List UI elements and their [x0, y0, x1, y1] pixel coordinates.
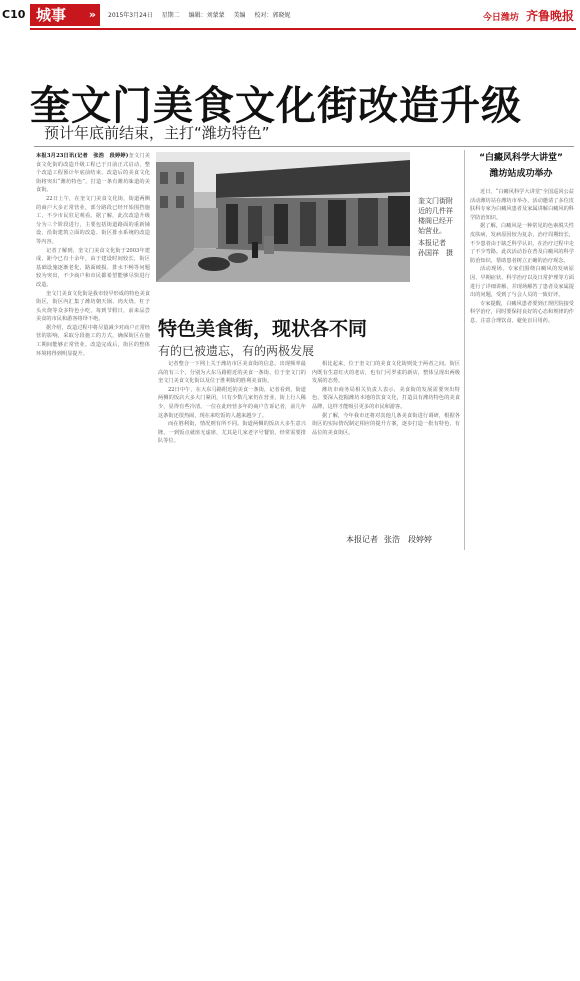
- section-label: [30, 4, 100, 26]
- article-paragraph: 据了解，今年我市还将对其他几条美食街进行调研，根据各街区的实际情况制定相应的提升方案，逐步打造一批有特色、有品位的美食街区。: [312, 412, 460, 436]
- sidebar-paragraph: 据了解，白癜风是一种常见的色素脱失性皮肤病，发病原因较为复杂，治疗周期较长，不少患者由于缺乏科学认识，在治疗过程中走了不少弯路。此次活动旨在普及白癜风的科学防治知识，帮助患者树立正确的治疗观念。: [470, 223, 574, 264]
- sidebar-title-line-1: “白癜风科学大讲堂”: [479, 153, 563, 163]
- article-byline: [340, 534, 432, 545]
- article-paragraph: 记者了解到，奎文门美食文化街于2003年建成，距今已有十余年，由于建设时间较长，街区基础设施逐渐老化，路面破损、排水不畅等问题较为突出，不少商户和市民都希望能够尽快进行改造。: [36, 247, 150, 288]
- designer-credit: 美编: [233, 12, 246, 19]
- page-number: C10: [2, 8, 26, 21]
- header-rule: [30, 28, 576, 30]
- sidebar-divider: [464, 150, 465, 550]
- sidebar-title-line-2: 潍坊站成功举办: [489, 169, 553, 179]
- section-subheading: 有的已被遗忘，有的两极发展: [158, 344, 315, 358]
- article-paragraph: 潍坊市商务局相关负责人表示，美食街的发展需要突出特色，要深入挖掘潍坊本地的饮食文化，打造具有潍坊特色的美食品牌，这样才能吸引更多的市民和游客。: [312, 386, 460, 410]
- byline-names: 张浩 段婷婷: [384, 535, 432, 544]
- section-heading: 特色美食街，现状各不同: [158, 318, 368, 340]
- issue-weekday: 星期二: [161, 12, 180, 19]
- issue-meta: [108, 10, 297, 19]
- sidebar-paragraph: 活动现场，专家们围绕白癜风的发病原因、早期症状、科学治疗以及日常护理等方面进行了详细讲解，并现场解答了患者及家属提出的问题，受到了与会人员的一致好评。: [470, 266, 574, 299]
- proofreader-credit: 校对：郭晓妮: [254, 12, 291, 19]
- page-header: [0, 0, 580, 30]
- article-paragraph: 22日中午，在大东马路附近的美食一条街，记者看到，街道两侧的饭店大多大门紧闭，只有少数几家仍在营业，街上行人稀少，显得有些冷清。一位在此经营多年的商户告诉记者，前几年这条街还很热闹，现在来吃饭的人越来越少了。: [158, 386, 306, 419]
- lead-reporter: (记者 张浩 段婷婷): [74, 153, 129, 159]
- byline-label: 本报记者: [346, 535, 378, 544]
- article-paragraph: 而在胜利街，情况则有所不同。街道两侧的饭店大多生意兴隆，一到饭点就座无虚席，尤其是几家老字号餐馆，经常需要排队等位。: [158, 421, 306, 445]
- article-lead: [36, 152, 150, 195]
- photo-credit: 本报记者 孙国祥 摄: [418, 239, 453, 257]
- subheadline: 预计年底前结束，主打“潍坊特色”: [44, 124, 270, 142]
- article-paragraph: 相比起来，位于奎文门的美食文化街则处于两者之间。街区内既有生意红火的老店，也有门可罗雀的新店，整体呈现出两极发展的态势。: [312, 361, 460, 385]
- sidebar-article: [470, 188, 574, 544]
- article-column-1: [36, 152, 150, 544]
- article-column-3: [312, 360, 460, 524]
- issue-date: 2015年3月24日: [108, 12, 153, 19]
- brand-logo: 齐鲁晚报: [525, 9, 574, 23]
- article-paragraph: 记者整合一下网上关于潍坊市区美食街的信息，出现频率最高的有三个，分别为大东马路附近的美食一条街、位于奎文门的奎文门美食文化街以及位于胜利街的胜利美食街。: [158, 361, 306, 385]
- article-paragraph: 据介绍，改造过程中将尽量减少对商户正常经营的影响，采取分段施工的方式，确保街区在施工期间能够正常营业。改造完成后，街区的整体环境将得到明显提升。: [36, 324, 150, 357]
- photo-caption-text: 奎文门街附近的几件祥楼阁已经开始营业。: [418, 197, 453, 235]
- sidebar-title: [470, 150, 572, 182]
- article-column-2: [158, 360, 306, 524]
- editor-credit: 编辑：刘蒙蒙: [188, 12, 225, 19]
- photo-caption: [418, 196, 454, 258]
- street-photo: [156, 152, 410, 282]
- sidebar-paragraph: 近日，“白癜风科学大讲堂”全国巡回公益活动潍坊站在潍坊市举办，活动邀请了多位皮肤科专家为白癜风患者及家属讲解白癜风的科学防治知识。: [470, 189, 574, 221]
- headline-divider: [34, 146, 574, 147]
- section-name: 城事: [36, 6, 67, 24]
- section-arrow-icon: »: [88, 8, 96, 21]
- headline: 奎文门美食文化街改造升级: [30, 83, 522, 129]
- newspaper-brand: [483, 7, 574, 24]
- lead-text: 奎文门美食文化街的改造升级工程已于日前正式启动，整个改造工程预计年底前结束，改造后的美食文化街将突出“潍坊特色”，打造一条有潍坊味道的美食街。: [36, 153, 150, 194]
- brand-text: 今日潍坊: [482, 13, 519, 23]
- article-paragraph: 奎文门美食文化街是我市较早形成的特色美食街区，街区内汇集了潍坊朝天锅、肉火烧、杠子头火烧等众多特色小吃，每到节假日，前来品尝美食的市民和游客络绎不绝。: [36, 290, 150, 323]
- article-paragraph: 22日上午，在奎文门美食文化街，街道两侧的商户大多正常营业，部分路段已经开始围挡施工，不少市民驻足观看。据了解，此次改造升级分为三个阶段进行，主要包括街道路面的重新铺设、沿街建筑立面的改造、街区排水系统的改造等内容。: [36, 195, 150, 245]
- street-photo-image: [156, 152, 410, 282]
- lead-dateline: 本报3月23日讯: [36, 153, 75, 159]
- sidebar-paragraph: 专家提醒，白癜风患者要到正规医院接受科学治疗，同时要保持良好的心态和规律的作息，注意合理饮食，避免盲目用药。: [470, 300, 574, 324]
